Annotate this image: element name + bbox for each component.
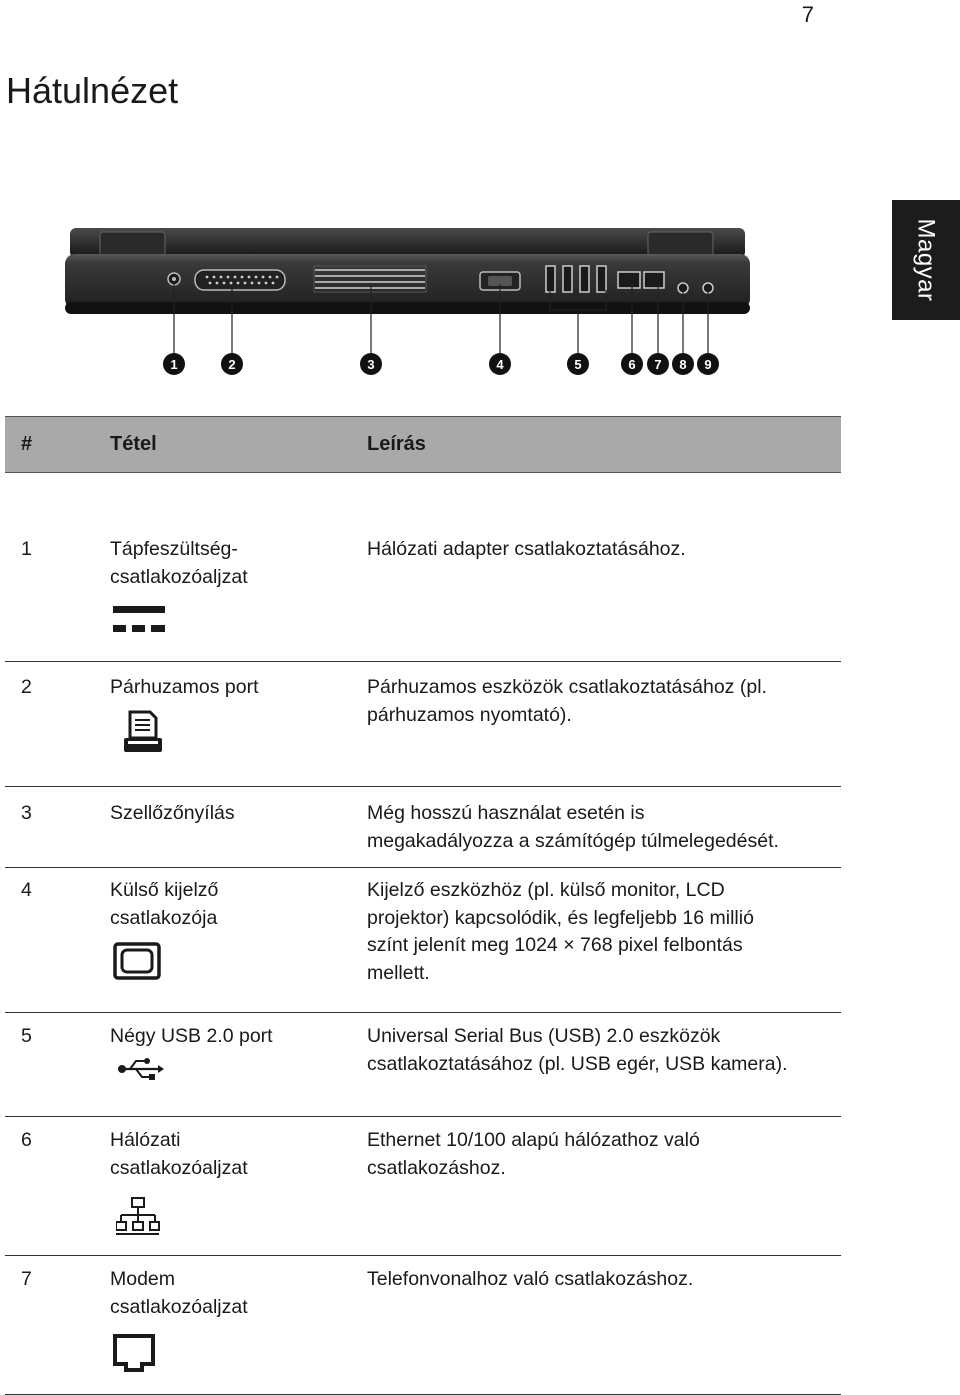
table-row: [5, 473, 841, 662]
row-item-cell: [110, 662, 367, 787]
callout-1: 1: [163, 353, 185, 375]
header-item: Tétel: [110, 417, 367, 473]
table-row: [5, 787, 841, 868]
row-item: Szellőzőnyílás: [110, 787, 367, 868]
header-num: #: [5, 417, 110, 473]
page-number: 7: [801, 2, 814, 27]
row-item-cell: [110, 868, 367, 1013]
row-item: Hálózati csatlakozóaljzat: [110, 1129, 248, 1179]
monitor-icon: [113, 942, 163, 982]
row-description: Hálózati adapter csatlakoztatásához.: [367, 473, 841, 662]
row-item-cell: [110, 473, 367, 662]
row-num: 3: [5, 787, 110, 868]
row-num: 6: [5, 1117, 110, 1256]
row-item-cell: [110, 1013, 367, 1117]
table-row: [5, 1013, 841, 1117]
callout-8: 8: [672, 353, 694, 375]
printer-icon: [122, 710, 164, 756]
callout-4: 4: [489, 353, 511, 375]
row-item: Párhuzamos port: [110, 676, 259, 698]
row-description: Universal Serial Bus (USB) 2.0 eszközök csatlakoztatásához (pl. USB egér, USB kamera).: [367, 1013, 841, 1117]
callout-7: 7: [647, 353, 669, 375]
row-description: Kijelző eszközhöz (pl. külső monitor, LCD projektor) kapcsolódik, és legfeljebb 16 millió színt jelenít meg 1024 × 768 pixel felbontás mellett.: [367, 868, 841, 1013]
callout-numbers: [0, 350, 760, 380]
row-item: Tápfeszültség- csatlakozóaljzat: [110, 538, 248, 588]
header-description: Leírás: [367, 417, 841, 473]
page-title: Hátulnézet: [6, 70, 179, 111]
row-num: 5: [5, 1013, 110, 1117]
table-row: [5, 1256, 841, 1395]
row-num: 2: [5, 662, 110, 787]
modem-icon: [112, 1333, 158, 1375]
row-description: Telefonvonalhoz való csatlakozáshoz.: [367, 1256, 841, 1395]
row-item: Külső kijelző csatlakozója: [110, 879, 219, 929]
callout-2: 2: [221, 353, 243, 375]
callout-3: 3: [360, 353, 382, 375]
row-num: 7: [5, 1256, 110, 1395]
row-num: 4: [5, 868, 110, 1013]
table-row: [5, 1117, 841, 1256]
usb-icon: [116, 1057, 166, 1081]
language-tab-label: Magyar: [913, 218, 940, 302]
table-row: [5, 662, 841, 787]
row-description: Ethernet 10/100 alapú hálózathoz való csatlakozáshoz.: [367, 1117, 841, 1256]
row-item: Négy USB 2.0 port: [110, 1025, 273, 1047]
dc-power-icon: [112, 605, 168, 635]
callout-5: 5: [567, 353, 589, 375]
row-item-cell: [110, 1256, 367, 1395]
network-icon: [116, 1196, 160, 1236]
row-description: Még hosszú használat esetén is megakadályozza a számítógép túlmelegedését.: [367, 787, 841, 868]
row-item-cell: [110, 1117, 367, 1256]
ports-table: [5, 416, 841, 1395]
table-header-row: [5, 417, 841, 473]
language-tab: [892, 200, 960, 320]
row-item: Modem csatlakozóaljzat: [110, 1268, 248, 1318]
callout-6: 6: [621, 353, 643, 375]
callout-9: 9: [697, 353, 719, 375]
row-num: 1: [5, 473, 110, 662]
table-row: [5, 868, 841, 1013]
row-description: Párhuzamos eszközök csatlakoztatásához (pl. párhuzamos nyomtató).: [367, 662, 841, 787]
